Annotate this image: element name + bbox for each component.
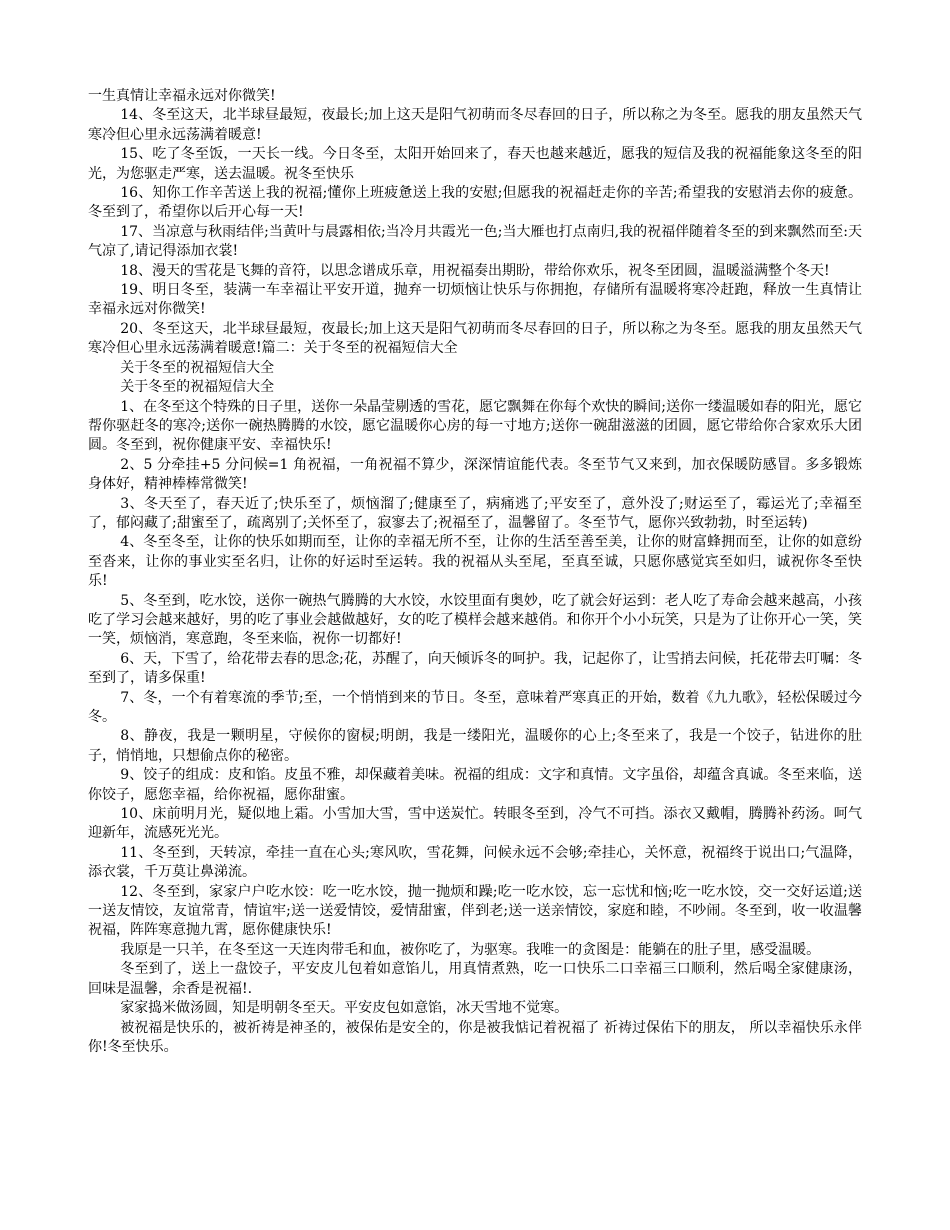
paragraph: 6、天，下雪了，给花带去春的思念;花，苏醒了，向天倾诉冬的呵护。我，记起你了，让雪捎去问候，托花带去叮嘱：冬至到了，请多保重!: [88, 650, 862, 687]
paragraph: 冬至到了，送上一盘饺子，平安皮儿包着如意馅儿，用真情煮熟，吃一口快乐二口幸福三口顺利，然后喝全家健康汤，回味是温馨，余香是祝福!.: [88, 961, 862, 997]
paragraph: 11、冬至到，天转凉，牵挂一直在心头;寒风吹，雪花舞，问候永远不会够;牵挂心，关怀意，祝福终于说出口;气温降，添衣裳，千万莫让鼻涕流。: [88, 844, 862, 881]
paragraph: 1、在冬至这个特殊的日子里，送你一朵晶莹剔透的雪花，愿它飘舞在你每个欢快的瞬间;送你一缕温暖如春的阳光，愿它帮你驱赶冬的寒冷;送你一碗热腾腾的水饺，愿它温暖你心房的每一寸地方;送你一碗甜滋滋的团圆，愿它带给你合家欢乐大团圆。冬至到，祝你健康平安、幸福快乐!: [88, 398, 862, 454]
paragraph: 15、吃了冬至饭，一天长一线。今日冬至，太阳开始回来了，春天也越来越近，愿我的短信及我的祝福能象这冬至的阳光，为您驱走严寒，送去温暖。祝冬至快乐: [88, 146, 862, 182]
paragraph: 19、明日冬至，装满一车幸福让平安开道，抛弃一切烦恼让快乐与你拥抱，存储所有温暖将寒冷赶跑，释放一生真情让幸福永远对你微笑!: [88, 282, 862, 318]
paragraph: 被祝福是快乐的，被祈祷是神圣的，被保佑是安全的，你是被我惦记着祝福了 祈祷过保佑下的朋友， 所以幸福快乐永伴你!冬至快乐。: [88, 1019, 862, 1055]
paragraph: 家家捣米做汤圆，知是明朝冬至天。平安皮包如意馅，冰天雪地不觉寒。: [120, 1000, 569, 1017]
paragraph: 7、冬，一个有着寒流的季节;至，一个悄悄到来的节日。冬至，意味着严寒真正的开始，数着《九九歌》，轻松保暖过今冬。: [88, 689, 862, 725]
paragraph: 20、冬至这天，北半球昼最短，夜最长;加上这天是阳气初萌而冬尽春回的日子，所以称之为冬至。愿我的朋友虽然天气寒冷但心里永远荡满着暖意!篇二：关于冬至的祝福短信大全: [88, 320, 862, 357]
paragraph: 8、静夜，我是一颗明星，守候你的窗棂;明朗，我是一缕阳光，温暖你的心上;冬至来了，我是一个饺子，钻进你的肚子，悄悄地，只想偷点你的秘密。: [88, 728, 862, 764]
paragraph: 9、饺子的组成：皮和馅。皮虽不雅，却保藏着美味。祝福的组成：文字和真情。文字虽俗，却蕴含真诚。冬至来临，送你饺子，愿您幸福，给你祝福，愿你甜蜜。: [88, 767, 862, 803]
paragraph: 3、冬天至了，春天近了;快乐至了，烦恼溜了;健康至了，病痛逃了;平安至了，意外没了;财运至了，霉运光了;幸福至了，郁闷藏了;甜蜜至了，疏离别了;关怀至了，寂寥去了;祝福至了，温馨留了。冬至节气，愿你兴致勃勃，时至运转): [88, 495, 862, 531]
paragraph: 我原是一只羊，在冬至这一天连肉带毛和血，被你吃了，为驱寒。我唯一的贪图是：能躺在的肚子里，感受温暖。: [120, 941, 821, 958]
paragraph: 2、5 分牵挂+5 分问候=1 角祝福，一角祝福不算少，深深情谊能代表。冬至节气又来到，加衣保暖防感冒。多多锻炼身体好，精神棒棒常微笑!: [88, 456, 862, 493]
paragraph: 一生真情让幸福永远对你微笑!: [88, 88, 276, 104]
paragraph: 17、当凉意与秋雨结伴;当黄叶与晨露相依;当冷月共霞光一色;当大雁也打点南归,我的祝福伴随着冬至的到来飘然而至:天气凉了,请记得添加衣裳!: [88, 223, 862, 260]
paragraph: 14、冬至这天，北半球昼最短，夜最长;加上这天是阳气初萌而冬尽春回的日子，所以称之为冬至。愿我的朋友虽然天气寒冷但心里永远荡满着暖意!: [88, 107, 862, 143]
section-heading: 关于冬至的祝福短信大全: [120, 359, 275, 376]
paragraph: 4、冬至冬至，让你的快乐如期而至，让你的幸福无所不至，让你的生活至善至美，让你的财富蜂拥而至，让你的如意纷至沓来，让你的事业实至名归，让你的好运时至运转。我的祝福从头至尾，至真至诚，只愿你感觉宾至如归，诚祝你冬至快乐!: [88, 534, 862, 590]
paragraph: 10、床前明月光，疑似地上霜。小雪加大雪，雪中送炭忙。转眼冬至到，冷气不可挡。添衣又戴帽，腾腾补药汤。呵气迎新年，流感死光光。: [88, 806, 862, 842]
paragraph: 18、漫天的雪花是飞舞的音符，以思念谱成乐章，用祝福奏出期盼，带给你欢乐，祝冬至团圆，温暖溢满整个冬天!: [120, 262, 830, 279]
paragraph: 16、知你工作辛苦送上我的祝福;懂你上班疲惫送上我的安慰;但愿我的祝福赶走你的辛苦;希望我的安慰消去你的疲惫。冬至到了，希望你以后开心每一天!: [88, 185, 862, 221]
section-heading: 关于冬至的祝福短信大全: [120, 379, 275, 396]
paragraph: 12、冬至到，家家户户吃水饺：吃一吃水饺，抛一抛烦和躁;吃一吃水饺，忘一忘忧和恼;吃一吃水饺，交一交好运道;送一送友情饺，友谊常青，情谊牢;送一送爱情饺，爱情甜蜜，伴到老;送一送亲情饺，家庭和睦，不吵闹。冬至到，收一收温馨祝福，阵阵寒意抛九霄，愿你健康快乐!: [88, 883, 862, 939]
paragraph: 5、冬至到，吃水饺，送你一碗热气腾腾的大水饺，水饺里面有奥妙，吃了就会好运到：老人吃了寿命会越来越高，小孩吃了学习会越来越好，男的吃了事业会越做越好，女的吃了模样会越来越俏。和你开个小小玩笑，只是为了让你开心一笑，笑一笑，烦恼消，寒意跑，冬至来临，祝你一切都好!: [88, 592, 862, 648]
